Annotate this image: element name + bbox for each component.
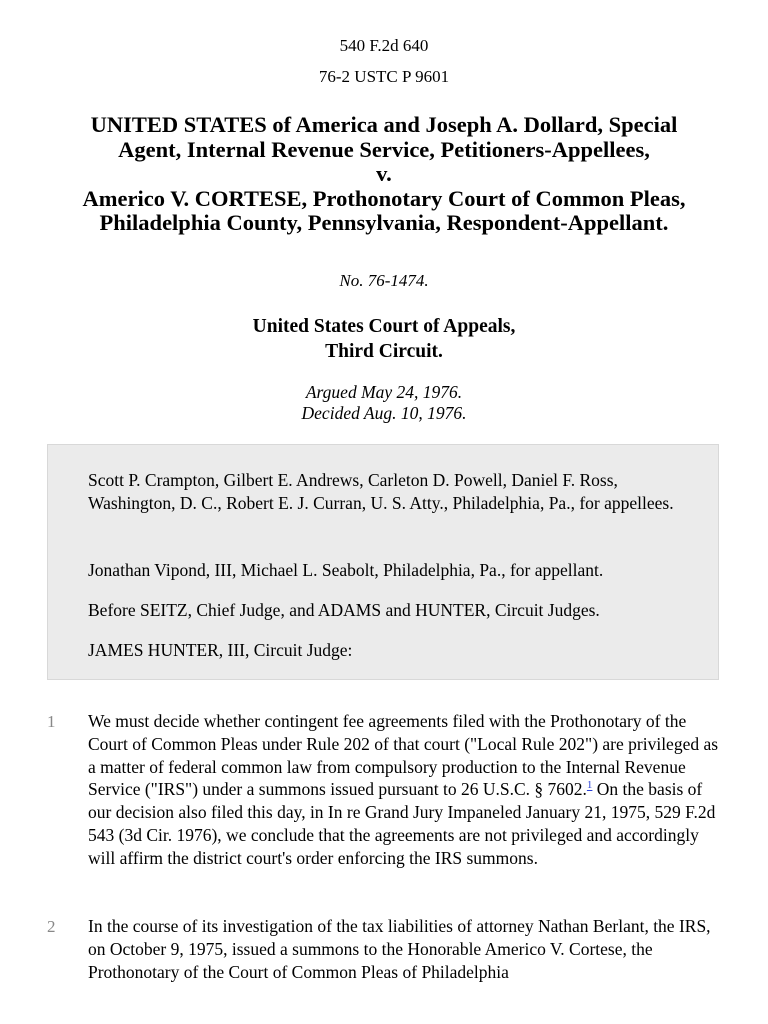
bench-listing: Before SEITZ, Chief Judge, and ADAMS and HUNTER, Circuit Judges. (88, 600, 600, 620)
counsel-box (47, 444, 719, 680)
case-dates (0, 382, 768, 424)
footnote-link[interactable]: 1 (586, 779, 593, 792)
court-name (0, 314, 768, 364)
docket-number: No. 76-1474. (339, 271, 429, 290)
tax-citation: 76-2 USTC P 9601 (318, 67, 450, 86)
caption-line: Philadelphia County, Pennsylvania, Respondent-Appellant. (99, 210, 669, 235)
decided-date: Decided Aug. 10, 1976. (301, 403, 467, 423)
opinion-paragraph (88, 710, 720, 870)
caption-line: Agent, Internal Revenue Service, Petitioners-Appellees, (118, 136, 650, 162)
caption-versus: v. (376, 161, 392, 186)
case-caption (30, 113, 738, 236)
caption-line: UNITED STATES of America and Joseph A. Dollard, Special (90, 112, 678, 137)
paragraph-text: On the basis of our decision also filed this day, in In re Grand Jury Impaneled January 21, 1975, 529 F.2d 543 (3d Cir. 1976), we conclude that the agreements are not privileged and accordingly will affirm the district court's order enforcing the IRS summons. (88, 779, 716, 868)
counsel-appellant: Jonathan Vipond, III, Michael L. Seabolt, Philadelphia, Pa., for appellant. (88, 560, 604, 580)
paragraph-number: 1 (47, 712, 56, 731)
court-circuit-line: Third Circuit. (325, 341, 443, 362)
opinion-paragraph: In the course of its investigation of the tax liabilities of attorney Nathan Berlant, the IRS, on October 9, 1975, issued a summons to the Honorable Americo V. Cortese, the Prothonotary of the Court of Common Pleas of Philadelphia (88, 916, 711, 982)
reporter-citation: 540 F.2d 640 (339, 36, 429, 55)
argued-date: Argued May 24, 1976. (305, 382, 463, 402)
court-name-line: United States Court of Appeals, (252, 316, 516, 337)
paragraph-text: We must decide whether contingent fee agreements filed with the Prothonotary of the Court of Common Pleas under Rule 202 of that court ("Local Rule 202") are privileged as a matter of federal common law from compulsory production to the Internal Revenue Service ("IRS") under a summons issued pursuant to 26 U.S.C. § 7602. (88, 711, 719, 800)
counsel-appellees: Scott P. Crampton, Gilbert E. Andrews, Carleton D. Powell, Daniel F. Ross, Washington, D. C., Robert E. J. Curran, U. S. Atty., Philadelphia, Pa., for appellees. (88, 470, 674, 513)
opinion-author: JAMES HUNTER, III, Circuit Judge: (88, 640, 353, 660)
caption-line: Americo V. CORTESE, Prothonotary Court of Common Pleas, (82, 185, 686, 211)
paragraph-number: 2 (47, 917, 56, 936)
